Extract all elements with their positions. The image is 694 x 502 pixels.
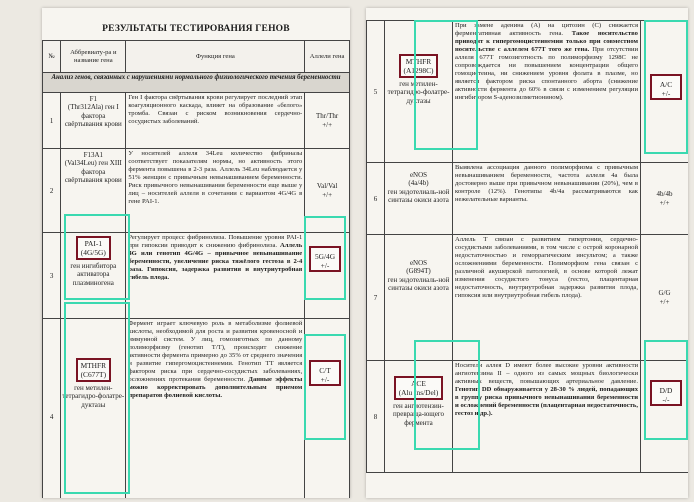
- table-row: [367, 235, 689, 361]
- gene-variant: (4G/5G): [80, 248, 106, 257]
- row-number: 5: [367, 21, 385, 163]
- gene-abbr: F1: [89, 95, 98, 103]
- gene-function: [453, 361, 641, 473]
- gene-name: (Thr312Ala) ген I фактора свёртывания крови: [64, 103, 122, 129]
- gene-cell: [385, 163, 453, 235]
- function-text: Фермент играет ключевую роль в метаболизме фолиевой кислоты, необходимой для роста и развития кровеносной и иммунной систем. У лиц, гомозиготных по данному полиморфизму (генотип T/T), происходит снижение активности фермента примерно до 35% от среднего значения и развитие гипергомоцистеинемии. Генотип TT является фактором риска при сердечно-сосудистых заболеваниях, осложнениях протекания беременности.: [128, 320, 303, 384]
- gene-abbr: eNOS: [409, 171, 428, 179]
- gene-cell: [61, 319, 126, 499]
- allele-cell: [641, 163, 689, 235]
- allele-signs: +/-: [320, 375, 330, 384]
- table-row: [43, 93, 350, 149]
- gene-name: ген ингибитора активатора плазминогена: [70, 262, 117, 287]
- gene-cell: [385, 361, 453, 473]
- allele-value: Val/Val: [316, 181, 338, 190]
- document-page-right: [366, 8, 688, 498]
- row-number: 2: [43, 149, 61, 233]
- results-table-right: [366, 20, 688, 473]
- table-row: [43, 149, 350, 233]
- gene-abbr: PAI-1: [84, 239, 103, 248]
- gene-function: [126, 233, 305, 319]
- allele-marker-box: [309, 360, 341, 386]
- gene-abbr: MTHFR: [80, 361, 107, 370]
- gene-abbr: F13A1: [83, 151, 104, 159]
- table-row: [43, 233, 350, 319]
- gene-variant: (C677T): [80, 370, 107, 379]
- header-func: Функция гена: [126, 41, 305, 73]
- header-abbr: Аббревиату-ра и название гена: [61, 41, 126, 73]
- allele-value: C/T: [319, 366, 331, 375]
- table-header-row: [43, 41, 350, 73]
- allele-value: A/C: [659, 80, 673, 89]
- function-bold: Данные эффекты можно корректировать дополнительным приемом препаратов фолиевой кислоты.: [128, 376, 303, 400]
- function-tail: При отсутствии аллеля 677T гомозиготность по полиморфизму 1298С не сопровождается ни повышением концентрации общего гомоцистеина, ни снижением уровня фолата в плазме, но является фактором риска спонтанного аборта (снижение активности фермента до 60% в связи с изменением регуляции ингибитором S-аденозилметионином).: [455, 46, 638, 102]
- gene-cell: [385, 235, 453, 361]
- gene-variant: (Alu Ins/Del): [398, 388, 439, 397]
- allele-marker-box: [650, 380, 682, 406]
- gene-name: ген ангиотензин-превраща-ющего фермента: [392, 402, 445, 427]
- header-allele: Аллели гена: [305, 41, 350, 73]
- section-row: [43, 73, 350, 93]
- allele-cell: [305, 319, 350, 499]
- header-num: №: [43, 41, 61, 73]
- allele-cell: [641, 235, 689, 361]
- allele-signs: +/+: [322, 190, 333, 199]
- gene-name: ген метилен-тетрагидро-фолатре-дуктазы: [387, 80, 450, 105]
- allele-marker-box: [309, 246, 341, 272]
- gene-abbr: eNOS: [409, 259, 428, 267]
- gene-variant: (A1298C): [403, 66, 434, 75]
- function-text: Носители аллея D имеют более высокие уровни активности ангиотензина II – одного из самых мощных биологически активных веществ, повышающих артериальное давление.: [455, 362, 638, 386]
- function-text: При замене аденина (А) на цитозин (С) снижается ферментативная активность гена.: [455, 22, 638, 38]
- function-text: Регулирует процесс фибринолиза. Повышение уровня PAI-1 при гипоксии приводит к снижению фибринолиза.: [128, 234, 303, 250]
- allele-value: 5G/4G: [314, 252, 336, 261]
- allele-value: G/G: [658, 288, 671, 297]
- gene-cell: [385, 21, 453, 163]
- table-row: [367, 21, 689, 163]
- gene-cell: [61, 233, 126, 319]
- gene-variant: (4a/4b): [408, 179, 429, 188]
- allele-signs: +/+: [659, 198, 670, 207]
- document-page-left: [42, 8, 350, 498]
- gene-function: Выявлена ассоциация данного полиморфизма с привычным невынашиванием беременности, частота аллеля 4a была достоверно выше при привычном невынашивании (20%), чем в контроле (12%). Генотипы 4b/4a рассматриваются как нежелательные варианты.: [453, 163, 641, 235]
- allele-marker-box: [650, 74, 682, 100]
- row-number: 3: [43, 233, 61, 319]
- gene-function: [453, 21, 641, 163]
- function-bold: Такое носительство приводит к гипергомоцистеинемии только при совместном носительстве с аллелем 677T того же гена.: [455, 30, 638, 54]
- gene-name: ген эндотелиаль-ной синтазы окиси азота: [387, 187, 450, 205]
- table-row: [367, 361, 689, 473]
- gene-marker-box: [399, 54, 439, 78]
- function-bold: Генотип DD обнаруживается у 28-30 % людей, попадающих в группу риска привычного невынашивания беременности и осложнений беременности (плацентарная недостаточность, гестоз и др.).: [455, 386, 638, 418]
- allele-signs: +/-: [661, 89, 671, 98]
- row-number: 8: [367, 361, 385, 473]
- gene-cell: [61, 149, 126, 233]
- row-number: 6: [367, 163, 385, 235]
- gene-function: Аллель T связан с развитием гипертонии, сердечно-сосудистыми заболеваниями, в том числе с острой коронарной недостаточностью и геморрагическим инсультом; а также осложнениями беременности. Полиморфизм гена связан с различной акушерской патологией, в основе которой лежат изменения сосудистого тонуса (гестоз, плацентарная недостаточность, внутриутробная задержка развития плода, гипоксия или внутриутробная гибель плода).: [453, 235, 641, 361]
- allele-value: Thr/Thr: [316, 111, 339, 120]
- section-title: Анализ генов, связанных с нарушениями нормального физиологического течения беременности: [43, 73, 350, 93]
- allele-signs: +/-: [320, 261, 330, 270]
- row-number: 7: [367, 235, 385, 361]
- gene-abbr: ACE: [411, 379, 426, 388]
- gene-function: Ген I фактора свёртывания крови регулирует последний этап коагуляционного каскада, влияет на образование «белого» тромба. Связан с риском возникновения сердечно-сосудистых заболеваний.: [126, 93, 305, 149]
- gene-cell: [61, 93, 126, 149]
- gene-name: ген эндотелиаль-ной синтазы окиси азота: [387, 275, 450, 293]
- results-table-left: [42, 40, 350, 498]
- gene-marker-box: [76, 236, 111, 260]
- gene-name: (Val34Leu) ген XIII фактора свёртывания крови: [64, 159, 122, 185]
- gene-variant: (G894T): [406, 267, 431, 276]
- allele-signs: +/+: [322, 120, 333, 129]
- function-bold: Аллель 4G или генотип 4G/4G – привычное невынашивание беременности, увеличение риска тяжёлого гестоза в 2-4 раза. Гипоксия, задержка развития и внутриутробная гибель плода.: [128, 242, 303, 282]
- gene-marker-box: [76, 358, 111, 382]
- row-number: 1: [43, 93, 61, 149]
- gene-name: ген метилен-тетрагидро-фолатре-дуктазы: [62, 384, 125, 409]
- allele-value: 4b/4b: [656, 189, 673, 198]
- document-title: РЕЗУЛЬТАТЫ ТЕСТИРОВАНИЯ ГЕНОВ: [102, 24, 290, 34]
- allele-cell: [305, 149, 350, 233]
- gene-marker-box: [394, 376, 444, 400]
- allele-value: D/D: [659, 386, 673, 395]
- gene-function: У носителей аллеля 34Leu количество фибриназы соответствует показателям нормы, но активность этого фермента повышена в 2-3 раза. Аллель 34Leu наблюдается у 51% женщин с привычным невынашиванием беременности. Риск привычного невынашивания беременности еще выше у лиц – носителей аллеля в сочетании с вариантом 4G/4G в гене PAI-1.: [126, 149, 305, 233]
- gene-abbr: MTHFR: [405, 57, 432, 66]
- allele-signs: -/-: [662, 395, 670, 404]
- allele-cell: [641, 361, 689, 473]
- allele-signs: +/+: [659, 297, 670, 306]
- gene-function: [126, 319, 305, 499]
- table-row: [43, 319, 350, 499]
- row-number: 4: [43, 319, 61, 499]
- table-row: [367, 163, 689, 235]
- allele-cell: [305, 93, 350, 149]
